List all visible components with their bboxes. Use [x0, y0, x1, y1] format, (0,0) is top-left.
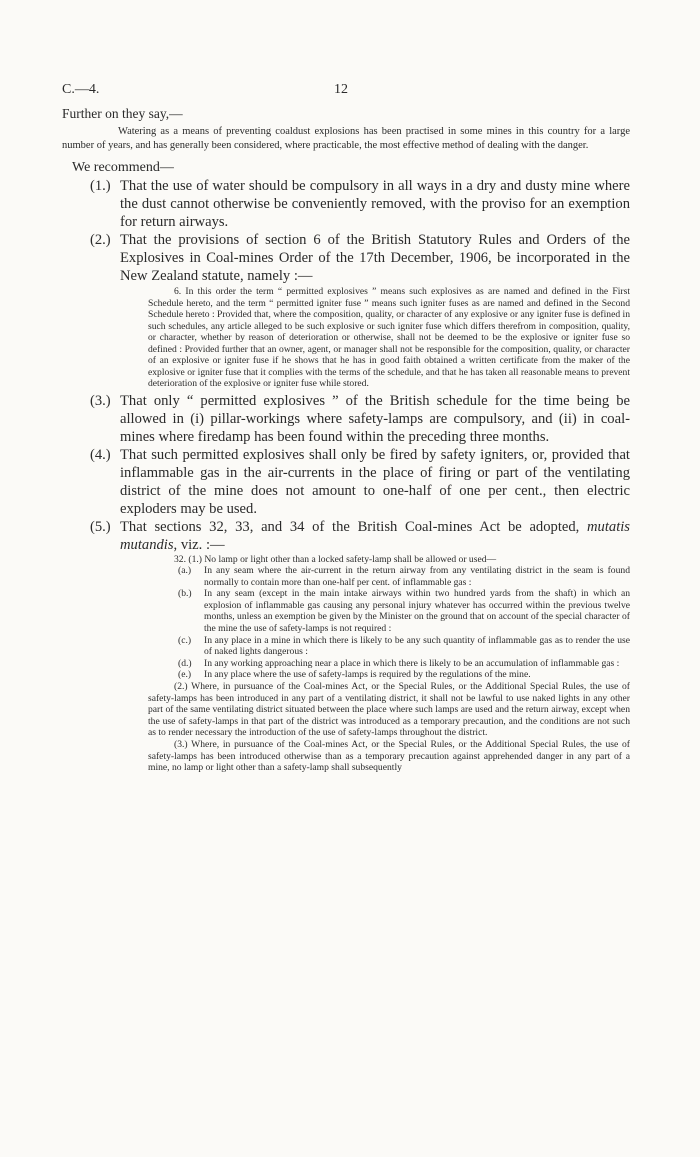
subclause-a: [178, 565, 630, 588]
quote-section-32: [148, 554, 630, 774]
subclause-text: In any seam where the air-current in the return airway from any ventilating district in the seam is found normally to contain more than one-half per cent. of inflammable gas :: [204, 565, 630, 588]
subclause-text: In any place where the use of safety-lamps is required by the regulations of the mine.: [204, 669, 531, 681]
page-body: [62, 105, 630, 774]
subclause-b: [178, 588, 630, 634]
recommend-heading: We recommend—: [72, 160, 174, 175]
item-text-end: , viz. :—: [173, 536, 225, 553]
recommendation-1: [90, 177, 630, 231]
item-number: (3.): [90, 392, 111, 409]
item-number: (2.): [90, 232, 111, 248]
item-number: (1.): [90, 178, 111, 194]
page-header: [62, 82, 660, 102]
section-32-intro: 32. (1.) No lamp or light other than a locked safety-lamp shall be allowed or used—: [174, 553, 497, 565]
item-number: (5.): [90, 518, 111, 535]
item-text-italic: mutatis mutandis: [120, 518, 630, 553]
item-text: That such permitted explosives shall only be fired by safety igniters, or, provided that inflammable gas in the air-currents in the place of firing or part of the ventilating district of the mine does not amount to one-half of one per cent., then electric exploders may be used.: [120, 446, 630, 517]
subclause-number: (c.): [178, 634, 192, 646]
subclause-text: In any place in a mine in which there is likely to be any such quantity of inflammable gas as to render the use of naked lights dangerous :: [204, 634, 630, 658]
quote-watering: Watering as a means of preventing coaldust explosions has been practised in some mines in this country for a large number of years, and has generally been considered, where practicable, the most effective method of dealing with the danger.: [62, 126, 630, 151]
recommendation-3: [90, 392, 630, 446]
item-text: That only “ permitted explosives ” of the British schedule for the time being be allowed in (i) pillar-workings where safety-lamps are compulsory, and (ii) in coal-mines where firedamp has been found within the preceding three months.: [120, 392, 630, 445]
item-text: [120, 518, 630, 554]
item-text: That the use of water should be compulsory in all ways in a dry and dusty mine where the dust cannot otherwise be conveniently removed, with the proviso for an exemption for return airways.: [120, 178, 630, 230]
subclause-text: In any seam (except in the main intake airways within two hundred yards from the shaft) in which an explosion of inflammable gas causing any personal injury whatever has occurred within the previous twelve months, unless an exemption be given by the Minister on the ground that on account of the special character of the mine the use of safety-lamps is not required :: [204, 588, 630, 635]
subclause-number: (a.): [178, 565, 192, 577]
subclause-number: (d.): [178, 657, 192, 669]
item-text-start: That sections 32, 33, and 34 of the British Coal-mines Act be adopted,: [120, 518, 588, 535]
section-32-para-3: (3.) Where, in pursuance of the Coal-mines Act, or the Special Rules, or the Additional Special Rules, the use of safety-lamps has been introduced otherwise than as a temporary precaution against apprehended danger in any part of a mine, no lamp or light other than a safety-lamp shall subsequently: [148, 739, 630, 774]
subclause-d: [178, 658, 630, 670]
subclause-text: In any working approaching near a place in which there is likely to be an accumulation of inflammable gas :: [204, 657, 620, 669]
subclause-e: [178, 669, 630, 681]
subclause-number: (b.): [178, 588, 192, 600]
recommendation-5: [90, 518, 630, 554]
item-text: That the provisions of section 6 of the British Statutory Rules and Orders of the Explosives in Coal-mines Order of the 17th December, 1906, be incorporated in the New Zealand statute, namely :—: [120, 232, 630, 284]
recommendation-2: [90, 231, 630, 285]
quote-section-6: 6. In this order the term “ permitted explosives ” means such explosives as are named and defined in the First Schedule hereto, and the term “ permitted igniter fuse ” means such igniter fuses as are named and defined in the Second Schedule hereto : Provided that, where the composition, quality, or character of any explosive or any igniter fuse is defined in such schedules, any article alleged to be such explosive or such igniter fuse which differs therefrom in composition, quality, or character, whether by reason of deterioration or otherwise, shall not be deemed to be the explosive or igniter fuse so defined : Provided further that an owner, agent, or manager shall not be responsible for the composition, quality, or character of an explosive or igniter fuse if he shows that he has in good faith obtained a written certificate from the maker of the explosive or igniter fuse that it complies with the terms of the schedule, and that he has taken all reasonable means to prevent deterioration of the explosive or igniter fuse while stored.: [148, 286, 630, 389]
subclause-number: (e.): [178, 669, 192, 681]
intro-line: Further on they say,—: [62, 106, 183, 121]
item-number: (4.): [90, 446, 111, 463]
subclause-c: [178, 635, 630, 658]
document-reference: C.—4.: [62, 82, 100, 97]
section-32-para-2: (2.) Where, in pursuance of the Coal-mines Act, or the Special Rules, or the Additional Special Rules, the use of safety-lamps has been introduced in any part of a ventilating district, it shall not be lawful to use naked lights in any other part of the same ventilating district situated between the place where such lamps are used and the return airway, except when the use of safety-lamps in that part of the district was introduced as a temporary precaution, and the conditions are not such as to render necessary the introduction of the use of safety-lamps throughout the district.: [148, 681, 630, 739]
page-number: 12: [334, 82, 348, 97]
recommendation-4: [90, 446, 630, 518]
